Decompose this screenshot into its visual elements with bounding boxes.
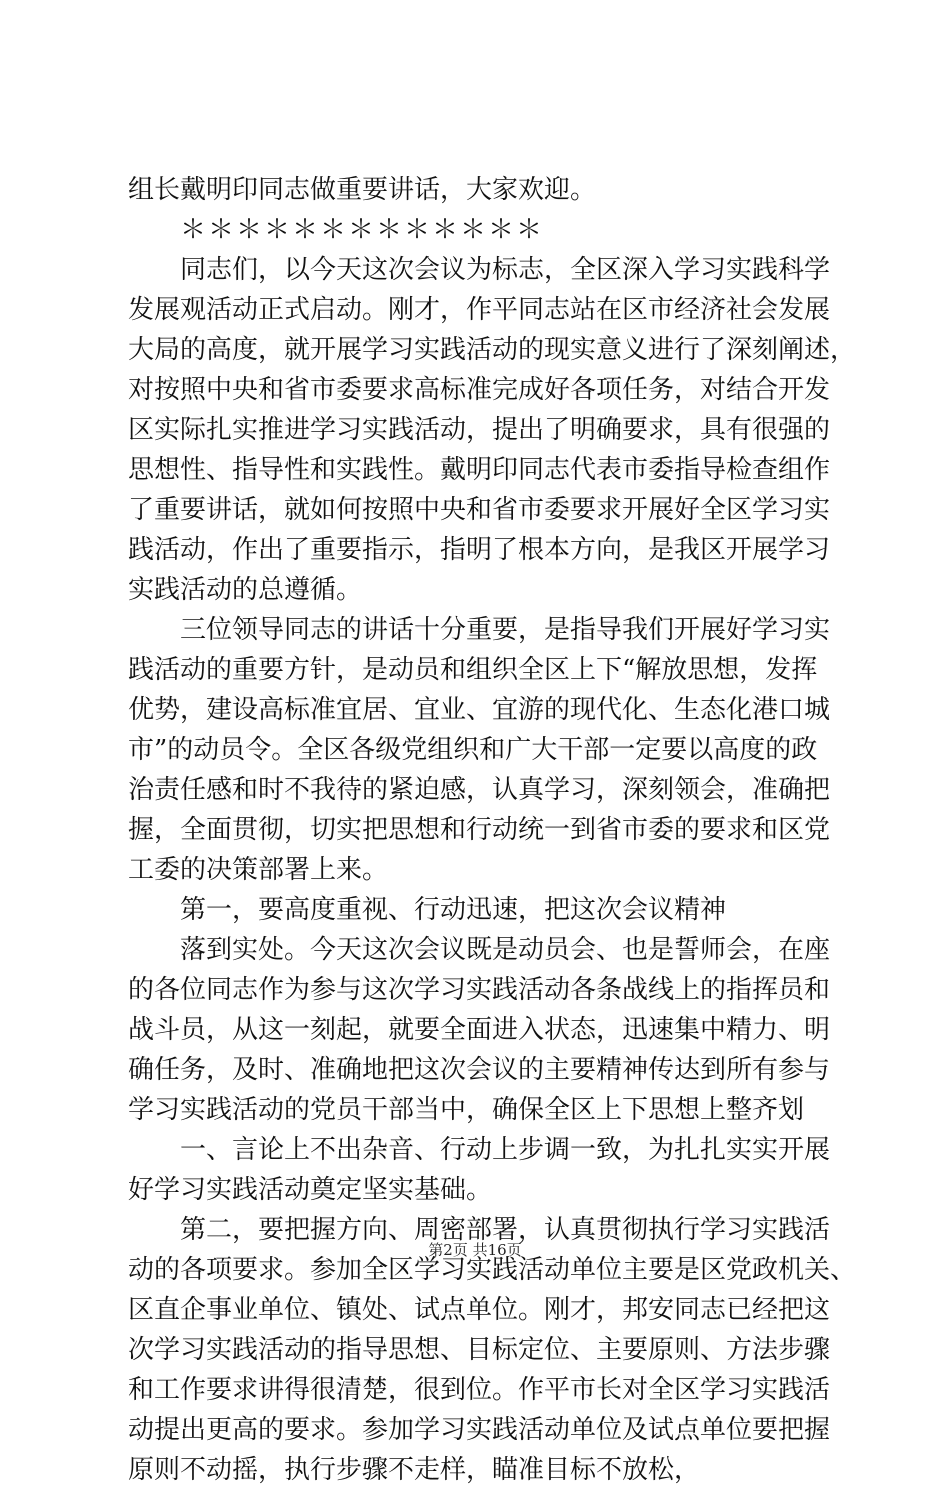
text-line: 握，全面贯彻，切实把思想和行动统一到省市委的要求和区党: [128, 815, 831, 845]
text-line: 治责任感和时不我待的紧迫感，认真学习，深刻领会，准确把: [128, 775, 831, 805]
text-line: 动提出更高的要求。参加学习实践活动单位及试点单位要把握: [128, 1415, 831, 1445]
paragraph-start: 第一，要高度重视、行动迅速，把这次会议精神: [180, 895, 727, 925]
text-line: 好学习实践活动奠定坚实基础。: [128, 1175, 493, 1205]
text-line: 战斗员，从这一刻起，就要全面进入状态，迅速集中精力、明: [128, 1015, 831, 1045]
page-number-footer: 第2页 共16页: [428, 1241, 522, 1259]
body-text: [128, 170, 857, 1490]
paragraph-start: 第二，要把握方向、周密部署，认真贯彻执行学习实践活: [180, 1215, 831, 1245]
text-line: 区直企事业单位、镇处、试点单位。刚才，邦安同志已经把这: [128, 1295, 831, 1325]
paragraph-start: 同志们，以今天这次会议为标志，全区深入学习实践科学: [180, 255, 831, 285]
text-line: 区实际扎实推进学习实践活动，提出了明确要求，具有很强的: [128, 415, 831, 445]
text-line: 和工作要求讲得很清楚，很到位。作平市长对全区学习实践活: [128, 1375, 831, 1405]
separator-stars: ＊＊＊＊＊＊＊＊＊＊＊＊＊: [180, 215, 545, 245]
text-line: 的各位同志作为参与这次学习实践活动各条战线上的指挥员和: [128, 975, 831, 1005]
text-line: 大局的高度，就开展学习实践活动的现实意义进行了深刻阐述，: [128, 335, 857, 365]
text-line: 优势，建设高标准宜居、宜业、宜游的现代化、生态化港口城: [128, 695, 831, 725]
text-line: 了重要讲话，就如何按照中央和省市委要求开展好全区学习实: [128, 495, 831, 525]
text-line: 实践活动的总遵循。: [128, 575, 363, 605]
text-line: 学习实践活动的党员干部当中，确保全区上下思想上整齐划: [128, 1095, 805, 1125]
text-line: 发展观活动正式启动。刚才，作平同志站在区市经济社会发展: [128, 295, 831, 325]
text-line: 对按照中央和省市委要求高标准完成好各项任务，对结合开发: [128, 375, 831, 405]
text-line: 思想性、指导性和实践性。戴明印同志代表市委指导检查组作: [128, 455, 831, 485]
text-line: 动的各项要求。参加全区学习实践活动单位主要是区党政机关、: [128, 1255, 857, 1285]
text-line: 原则不动摇，执行步骤不走样，瞄准目标不放松，: [128, 1455, 701, 1485]
text-line: 工委的决策部署上来。: [128, 855, 389, 885]
text-line: 确任务，及时、准确地把这次会议的主要精神传达到所有参与: [128, 1055, 831, 1085]
paragraph-start: 一、言论上不出杂音、行动上步调一致，为扎扎实实开展: [180, 1135, 831, 1165]
paragraph-start: 三位领导同志的讲话十分重要，是指导我们开展好学习实: [180, 615, 831, 645]
text-line: 组长戴明印同志做重要讲话，大家欢迎。: [128, 175, 597, 205]
text-line: 市”的动员令。全区各级党组织和广大干部一定要以高度的政: [128, 735, 818, 765]
text-line: 次学习实践活动的指导思想、目标定位、主要原则、方法步骤: [128, 1335, 831, 1365]
paragraph-start: 落到实处。今天这次会议既是动员会、也是誓师会，在座: [180, 935, 831, 965]
text-line: 践活动，作出了重要指示，指明了根本方向，是我区开展学习: [128, 535, 831, 565]
text-line: 践活动的重要方针，是动员和组织全区上下“解放思想，发挥: [128, 655, 818, 685]
